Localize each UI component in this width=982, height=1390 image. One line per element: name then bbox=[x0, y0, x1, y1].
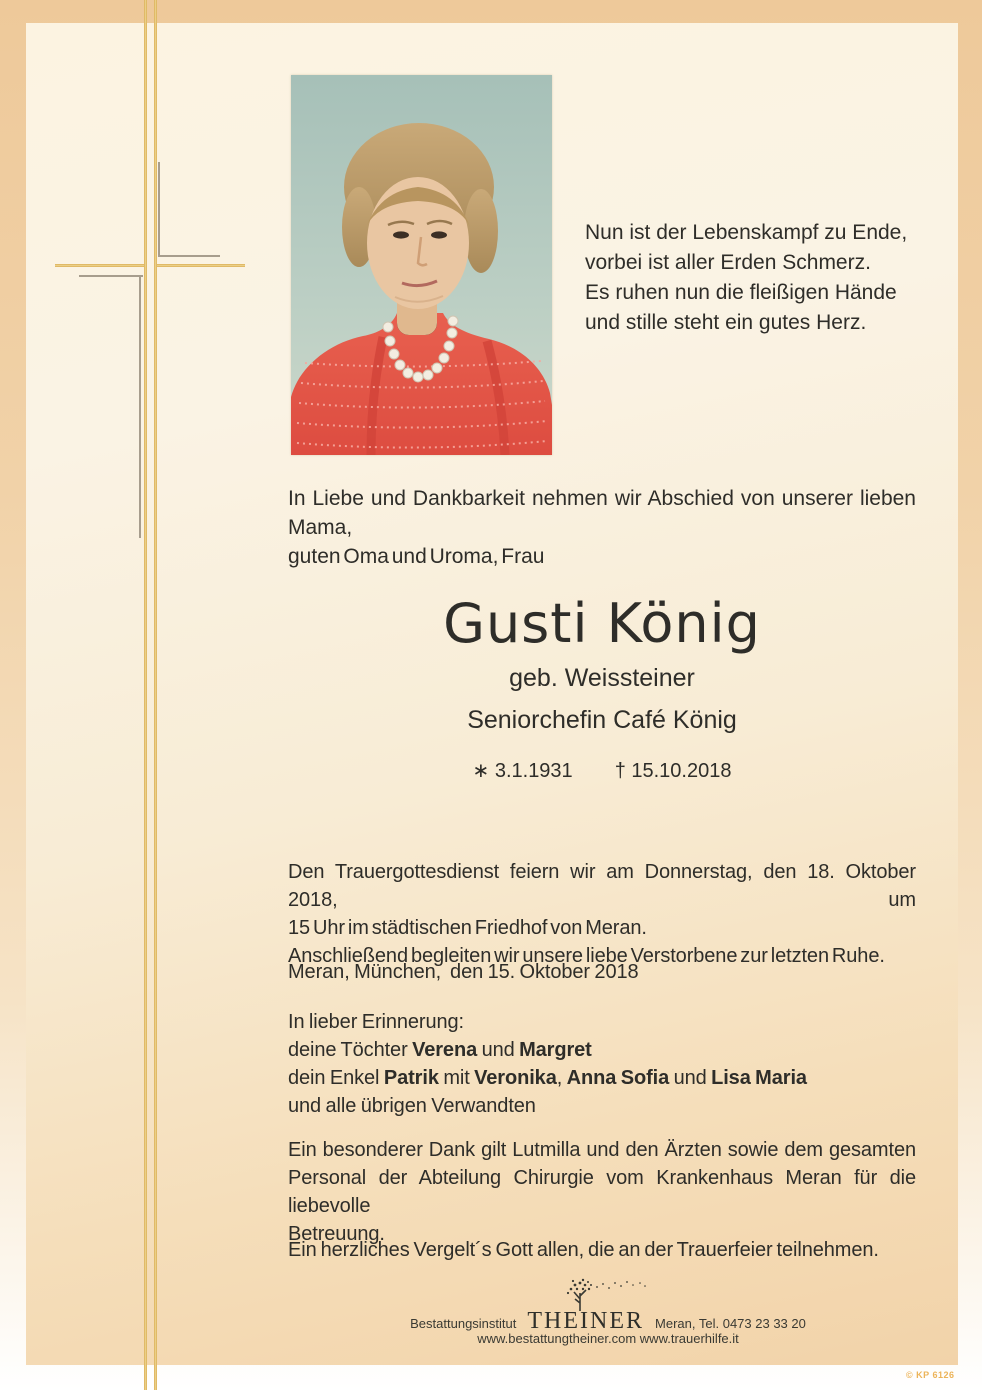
institute-contact: Meran, Tel. 0473 23 33 20 bbox=[655, 1316, 806, 1331]
cross-gold-vertical-right bbox=[154, 0, 157, 1390]
closing-line: Ein herzliches Vergelt´s Gott allen, die an der Trauerfeier teilnehmen. bbox=[288, 1239, 879, 1261]
institute-label: Bestattungsinstitut bbox=[410, 1316, 517, 1331]
remembrance-line: deine Töchter Verena und Margret bbox=[288, 1039, 592, 1061]
death-date: † 15.10.2018 bbox=[614, 760, 732, 782]
birth-symbol: ∗ bbox=[472, 760, 490, 782]
remembrance-line: und alle übrigen Verwandten bbox=[288, 1095, 536, 1117]
portrait-illustration bbox=[291, 75, 552, 455]
cross-gold-horizontal-right bbox=[157, 264, 245, 267]
deceased-title: Seniorchefin Café König bbox=[467, 706, 737, 734]
cross-gold-vertical-left bbox=[144, 0, 147, 1390]
place-date-line: Meran, München, den 15. Oktober 2018 bbox=[288, 961, 639, 983]
memorial-poem bbox=[585, 218, 925, 338]
cross-shadow-horizontal-right bbox=[158, 255, 220, 257]
service-details bbox=[288, 858, 916, 970]
cross-gold-horizontal-left bbox=[55, 264, 144, 267]
life-dates bbox=[288, 758, 916, 783]
poem-line: Nun ist der Lebenskampf zu Ende, bbox=[585, 221, 908, 244]
family-remembrance bbox=[288, 1008, 916, 1120]
thanks-paragraph bbox=[288, 1136, 916, 1248]
farewell-intro bbox=[288, 484, 916, 571]
thanks-line: Ein besonderer Dank gilt Lutmilla und den Ärzten sowie dem gesamten bbox=[288, 1139, 916, 1161]
print-code: © KP 6126 bbox=[906, 1370, 955, 1380]
tree-logo-icon bbox=[557, 1277, 649, 1311]
service-line: Anschließend begleiten wir unsere liebe Verstorbene zur letzten Ruhe. bbox=[288, 945, 885, 967]
intro-line: guten Oma und Uroma, Frau bbox=[288, 545, 545, 568]
deceased-name: Gusti König bbox=[443, 592, 761, 655]
poem-line: vorbei ist aller Erden Schmerz. bbox=[585, 251, 871, 274]
cross-shadow-horizontal-left bbox=[79, 275, 143, 277]
thanks-line: Betreuung. bbox=[288, 1223, 385, 1245]
institute-websites: www.bestattungtheiner.com www.trauerhilfe.it bbox=[477, 1331, 739, 1346]
cross-shadow-vertical-top bbox=[158, 162, 160, 256]
brand-name: THEINER bbox=[527, 1308, 645, 1334]
thanks-line: Personal der Abteilung Chirurgie vom Krankenhaus Meran für die liebevolle bbox=[288, 1167, 916, 1217]
poem-line: und stille steht ein gutes Herz. bbox=[585, 311, 867, 334]
birth-date: ∗ 3.1.1931 bbox=[472, 760, 573, 782]
service-line: 15 Uhr im städtischen Friedhof von Meran. bbox=[288, 917, 647, 939]
poem-line: Es ruhen nun die fleißigen Hände bbox=[585, 281, 897, 304]
cross-shadow-vertical-bottom bbox=[139, 275, 141, 538]
intro-line: In Liebe und Dankbarkeit nehmen wir Abschied von unserer lieben Mama, bbox=[288, 487, 916, 539]
maiden-name: geb. Weissteiner bbox=[509, 664, 695, 692]
remembrance-heading: In lieber Erinnerung: bbox=[288, 1011, 465, 1033]
deceased-photo bbox=[291, 75, 552, 455]
service-line: Den Trauergottesdienst feiern wir am Donnerstag, den 18. Oktober 2018, um bbox=[288, 861, 916, 911]
death-cross-symbol: † bbox=[614, 760, 626, 782]
remembrance-line: dein Enkel Patrik mit Veronika, Anna Sofia und Lisa Maria bbox=[288, 1067, 807, 1089]
